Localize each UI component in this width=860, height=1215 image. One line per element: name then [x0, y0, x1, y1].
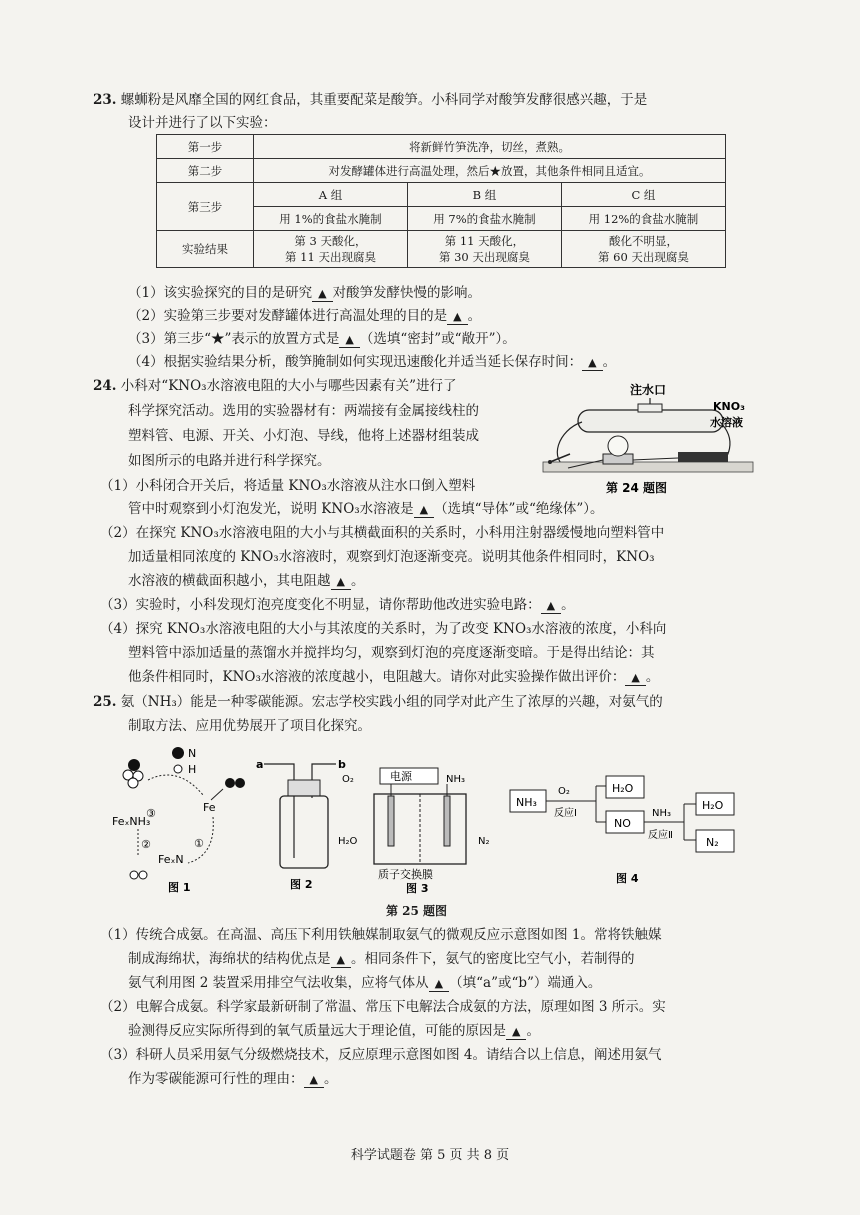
- fig3-nh3: NH₃: [446, 774, 466, 785]
- q25-sub1-text: 制成海绵状，海绵状的结构优点是: [128, 951, 331, 967]
- q23-intro2: 设计并进行了以下实验：: [128, 115, 277, 131]
- result-c-line1: 酸化不明显，: [608, 234, 678, 248]
- table-salt-c: 用 12%的食盐水腌制: [561, 207, 725, 231]
- fig1-step2: ②: [141, 838, 151, 851]
- q24-sub4-line3: [128, 667, 659, 687]
- answer-blank: ▲: [304, 1073, 324, 1088]
- fig1-fexn: FeₓN: [158, 853, 184, 866]
- q23-sub1-text: （1）该实验探究的目的是研究: [128, 285, 313, 301]
- fig4-caption: 图 4: [616, 872, 639, 885]
- q24-intro4: 如图所示的电路并进行科学探究。: [128, 453, 331, 469]
- table-step3-label: 第三步: [157, 183, 254, 231]
- fig4-h2o-top: H₂O: [612, 782, 634, 795]
- q24-intro1: 小科对“KNO₃水溶液电阻的大小与哪些因素有关”进行了: [120, 378, 457, 394]
- q24-sub1-tail: （选填“导体”或“绝缘体”）。: [434, 501, 604, 517]
- q25-sub3-line1: （3）科研人员采用氨气分级燃烧技术，反应原理示意图如图 4。请结合以上信息，阐述用氨气: [100, 1047, 662, 1063]
- q25-sub2-line1: （2）电解合成氨。科学家最新研制了常温、常压下电解法合成氨的方法，原理如图 3 所示。实: [100, 999, 666, 1015]
- answer-blank: ▲: [506, 1025, 526, 1040]
- table-step1-text: 将新鲜竹笋洗净，切丝，煮熟。: [254, 135, 726, 159]
- plastic-tube: [578, 410, 723, 432]
- q25-figure-caption: 第 25 题图: [386, 904, 448, 918]
- period: 。: [323, 1071, 338, 1087]
- q24-sub4-line1: （4）探究 KNO₃水溶液电阻的大小与其浓度的关系时，为了改变 KNO₃水溶液的浓度，小科向: [100, 621, 667, 637]
- fig3-membrane-label: 质子交换膜: [378, 868, 433, 881]
- legend-h: H: [188, 763, 197, 776]
- table-step2-text: 对发酵罐体进行高温处理，然后★放置，其他条件相同且适宜。: [254, 159, 726, 183]
- fig1-fexnh3: FeₓNH₃: [112, 815, 151, 828]
- fig24-inlet-label: 注水口: [630, 383, 667, 397]
- table-result-a: [254, 231, 408, 268]
- q23-intro-line1: [93, 90, 647, 110]
- q25-sub2-line2: [128, 1021, 540, 1041]
- q23-sub2: [128, 306, 481, 326]
- fig3-caption: 图 3: [406, 882, 429, 894]
- q25-sub1-mid: 。相同条件下，氨气的密度比空气小，若制得的: [350, 951, 635, 967]
- battery: [678, 452, 728, 462]
- q25-number: 25.: [93, 694, 117, 710]
- q25-intro1: 氨（NH₃）能是一种零碳能源。宏志学校实践小组的同学对此产生了浓厚的兴趣，对氨气的: [120, 694, 663, 710]
- answer-blank: ▲: [331, 953, 351, 968]
- answer-blank: ▲: [331, 575, 351, 590]
- q24-sub4-line2: 塑料管中添加适量的蒸馏水并搅拌均匀，观察到灯泡的亮度逐渐变暗。于是得出结论：其: [128, 645, 655, 661]
- q24-intro2: 科学探究活动。选用的实验器材有：两端接有金属接线柱的: [128, 403, 479, 419]
- result-a-line1: 第 3 天酸化，: [294, 234, 367, 248]
- q25-fig4: [506, 770, 746, 888]
- legend-n: N: [188, 747, 197, 760]
- q23-sub3-text: （3）第三步“★”表示的放置方式是: [128, 331, 340, 347]
- q24-circuit-figure: [538, 380, 758, 498]
- q25-sub1-line3: [128, 973, 601, 993]
- q23-intro1: 螺蛳粉是风靡全国的网红食品，其重要配菜是酸笋。小科同学对酸笋发酵很感兴趣，于是: [120, 92, 648, 108]
- fig2-caption: 图 2: [290, 878, 313, 891]
- answer-blank: ▲: [339, 333, 359, 348]
- q24-sub1-line1: （1）小科闭合开关后，将适量 KNO₃水溶液从注水口倒入塑料: [100, 478, 476, 494]
- fig1-fe: Fe: [203, 801, 216, 814]
- table-result-c: [561, 231, 725, 268]
- period: 。: [561, 597, 575, 613]
- table-group-a: A 组: [254, 183, 408, 207]
- table-result-b: [407, 231, 561, 268]
- fig24-caption: 第 24 题图: [606, 481, 668, 495]
- q23-number: 23.: [93, 92, 117, 108]
- q24-sub1-line2: [128, 499, 604, 519]
- fig4-n2: N₂: [706, 836, 719, 849]
- table-step2-label: 第二步: [157, 159, 254, 183]
- q25-sub1-tail: （填“a”或“b”）端通入。: [449, 975, 602, 991]
- q23-sub2-text: （2）实验第三步要对发酵罐体进行高温处理的目的是: [128, 308, 448, 324]
- fig4-o2: O₂: [558, 786, 570, 797]
- q23-sub1: [128, 283, 481, 303]
- period: 。: [526, 1023, 540, 1039]
- q25-sub3-text: 作为零碳能源可行性的理由：: [128, 1071, 304, 1087]
- q23-sub4: [128, 352, 616, 372]
- result-b-line2: 第 30 天出现腐臭: [438, 250, 530, 264]
- q23-sub1-tail: 对酸笋发酵快慢的影响。: [332, 285, 482, 301]
- fig4-nh3: NH₃: [516, 796, 537, 809]
- q23-experiment-table: [156, 134, 726, 268]
- lamp-bulb: [608, 436, 628, 456]
- q25-intro-line1: [93, 692, 663, 712]
- fig1-step1: ①: [194, 837, 204, 850]
- fig3-h2o: H₂O: [338, 836, 358, 847]
- q23-sub3: [128, 329, 516, 349]
- table-salt-a: 用 1%的食盐水腌制: [254, 207, 408, 231]
- table-result-label: 实验结果: [157, 231, 254, 268]
- answer-blank: ▲: [582, 356, 602, 371]
- period: 。: [645, 669, 660, 685]
- table-group-c: C 组: [561, 183, 725, 207]
- q24-sub3: [100, 595, 575, 615]
- q25-fig1: [108, 745, 258, 893]
- fig4-no: NO: [614, 817, 631, 830]
- q25-sub1-line2: [128, 949, 634, 969]
- q24-sub2-text: 水溶液的横截面积越小，其电阻越: [128, 573, 331, 589]
- table-step1-label: 第一步: [157, 135, 254, 159]
- q25-sub1-line1: （1）传统合成氨。在高温、高压下利用铁触媒制取氨气的微观反应示意图如图 1。常将铁触媒: [100, 927, 662, 943]
- q25-sub3-line2: [128, 1069, 337, 1089]
- gas-bottle: [280, 796, 328, 868]
- fig3-n2: N₂: [478, 836, 490, 847]
- q23-sub3-tail: （选填“密封”或“敞开”）。: [359, 331, 516, 347]
- result-c-line2: 第 60 天出现腐臭: [597, 250, 689, 264]
- table-salt-b: 用 7%的食盐水腌制: [407, 207, 561, 231]
- fig3-power-label: 电源: [390, 770, 412, 783]
- fig2-port-a: a: [256, 758, 264, 771]
- answer-blank: ▲: [429, 977, 449, 992]
- answer-blank: ▲: [414, 503, 434, 518]
- fig4-nh3-2: NH₃: [652, 808, 672, 819]
- page-footer: 科学试题卷 第 5 页 共 8 页: [350, 1148, 510, 1163]
- q25-sub1-text2: 氨气利用图 2 装置采用排空气法收集，应将气体从: [128, 975, 429, 991]
- q24-sub2-line1: （2）在探究 KNO₃水溶液电阻的大小与其横截面积的关系时，小科用注射器缓慢地向塑料管中: [100, 525, 665, 541]
- q24-sub3-text: （3）实验时，小科发现灯泡亮度变化不明显，请你帮助他改进实验电路：: [100, 597, 541, 613]
- fig3-o2: O₂: [342, 774, 354, 785]
- period: 。: [467, 308, 482, 324]
- q25-fig3: [338, 766, 500, 894]
- q25-intro2: 制取方法、应用优势展开了项目化探究。: [128, 718, 371, 734]
- q24-sub1-text: 管中时观察到小灯泡发光，说明 KNO₃水溶液是: [128, 501, 414, 517]
- fig4-h2o-right: H₂O: [702, 799, 724, 812]
- q24-sub2-line3: [128, 571, 364, 591]
- fig1-step3: ③: [146, 807, 156, 820]
- fig4-reaction2: 反应Ⅱ: [648, 830, 673, 841]
- stopper: [288, 780, 320, 796]
- table-group-b: B 组: [407, 183, 561, 207]
- answer-blank: ▲: [447, 310, 467, 325]
- answer-blank: ▲: [312, 287, 332, 302]
- period: 。: [602, 354, 617, 370]
- result-b-line1: 第 11 天酸化，: [444, 234, 525, 248]
- fig24-solution-label: 水溶液: [710, 416, 743, 429]
- q23-sub4-text: （4）根据实验结果分析，酸笋腌制如何实现迅速酸化并适当延长保存时间：: [128, 354, 583, 370]
- q25-sub2-text: 验测得反应实际所得到的氧气质量远大于理论值，可能的原因是: [128, 1023, 506, 1039]
- fig1-caption: 图 1: [168, 881, 191, 893]
- q24-intro3: 塑料管、电源、开关、小灯泡、导线，他将上述器材组装成: [128, 428, 479, 444]
- period: 。: [350, 573, 365, 589]
- answer-blank: ▲: [625, 671, 645, 686]
- fig2-port-b: b: [338, 758, 346, 771]
- fig24-kno3-label: KNO₃: [713, 400, 745, 413]
- q24-number: 24.: [93, 378, 117, 394]
- result-a-line2: 第 11 天出现腐臭: [285, 250, 376, 264]
- fig4-reaction1: 反应Ⅰ: [554, 808, 577, 819]
- answer-blank: ▲: [541, 599, 561, 614]
- inlet-port: [638, 404, 662, 412]
- q24-intro-line1: [93, 376, 456, 396]
- q24-sub4-text: 他条件相同时，KNO₃水溶液的浓度越小，电阻越大。请你对此实验操作做出评价：: [128, 669, 626, 685]
- q24-sub2-line2: 加适量相同浓度的 KNO₃水溶液时，观察到灯泡逐渐变亮。说明其他条件相同时，KNO₃: [128, 549, 655, 565]
